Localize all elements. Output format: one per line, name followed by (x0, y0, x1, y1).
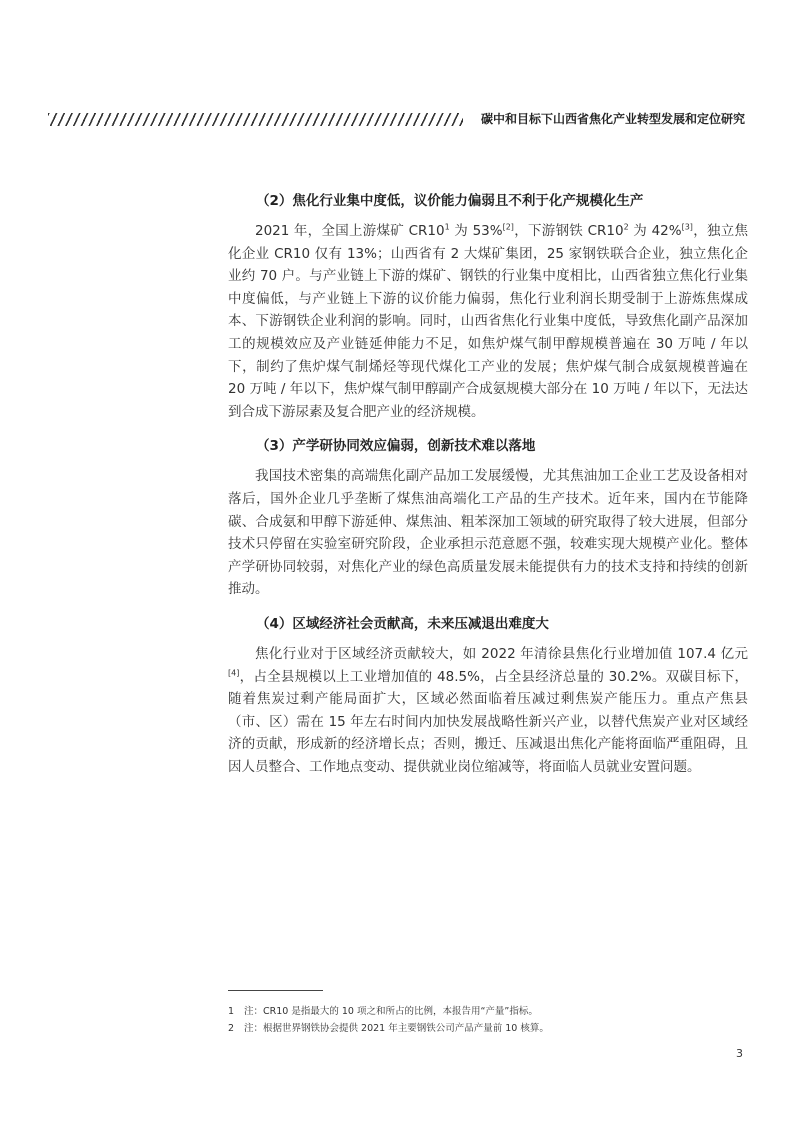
footnote-text: 注：根据世界钢铁协会提供 2021 年主要钢铁公司产品产量前 10 核算。 (244, 1023, 549, 1034)
footnote-divider (228, 990, 323, 991)
section-regional-economy (228, 613, 748, 779)
citation-ref[interactable]: [3] (681, 222, 693, 232)
section-heading: （3）产学研协同效应偏弱，创新技术难以落地 (256, 438, 536, 455)
footnote-ref[interactable]: 1 (444, 222, 450, 232)
section-industry-academia-research (228, 435, 748, 601)
citation-ref[interactable]: [2] (502, 222, 514, 232)
footnote-item (228, 1020, 748, 1037)
footnote-text: 注：CR10 是指最大的 10 项之和所占的比例，本报告用“产量”指标。 (244, 1006, 538, 1017)
section-paragraph: 焦化行业对于区域经济贡献较大，如 2022 年清徐县焦化行业增加值 107.4 亿元[4]，占全县规模以上工业增加值的 48.5%，占全县经济总量的 30.2%。双碳目标下，随着焦炭过剩产能局面扩大，区域必然面临着压减过剩焦炭产能压力。重点产焦县（市、区）需在 15 年左右时间内加快发展战略性新兴产业，以替代焦炭产业对区域经济的贡献，形成新的经济增长点；否则，搬迁、压减退出焦化产能将面临严重阻碍，且因人员整合、工作地点变动、提供就业岗位缩减等，将面临人员就业安置问题。 (228, 645, 748, 775)
main-content (228, 190, 748, 790)
section-industry-concentration (228, 190, 748, 423)
section-paragraph: 2021 年，全国上游煤矿 $CR10^1$ 为 53%[2]，下游钢铁 $CR10^2$ 为 42%[3]，独立焦化企业 CR10 仅有 13%；山西省有 2 大煤矿集团，25 家钢铁联合企业，独立焦化企业约 70 户。与产业链上下游的煤矿、钢铁的行业集中度相比，山西省独立焦化行业集中度偏低，与产业链上下游的议价能力偏弱，焦化行业利润长期受制于上游炼焦煤成本、下游钢铁企业利润的影响。同时，山西省焦化行业集中度低，导致焦化副产品深加工的规模效应及产业链延伸能力不足，如焦炉煤气制甲醇规模普遍在 30 万吨 / 年以下，制约了焦炉煤气制烯烃等现代煤化工产业的发展；焦炉煤气制合成氨规模普遍在 20 万吨 / 年以下，焦炉煤气制甲醇副产合成氨规模大部分在 10 万吨 / 年以下，无法达到合成下游尿素及复合肥产业的经济规模。 (228, 222, 748, 420)
section-heading: （2）焦化行业集中度低，议价能力偏弱且不利于化产规模化生产 (256, 193, 644, 209)
header-hatch-decoration (48, 113, 463, 126)
page-number: 3 (736, 1047, 743, 1060)
section-paragraph: 我国技术密集的高端焦化副产品加工发展缓慢，尤其焦油加工企业工艺及设备相对落后，国外企业几乎垄断了煤焦油高端化工产品的生产技术。近年来，国内在节能降碳、合成氨和甲醇下游延伸、煤焦油、粗苯深加工领域的研究取得了较大进展，但部分技术只停留在实验室研究阶段，企业承担示范意愿不强，较难实现大规模产业化。整体产学研协同较弱，对焦化产业的绿色高质量发展未能提供有力的技术支持和持续的创新推动。 (228, 468, 748, 598)
section-heading: （4）区域经济社会贡献高，未来压减退出难度大 (256, 615, 549, 632)
footnote-item (228, 1003, 748, 1020)
footnotes (228, 1003, 748, 1037)
footnote-ref[interactable]: 2 (623, 222, 629, 232)
citation-ref[interactable]: [4] (228, 668, 240, 677)
footnote-number: 1 (228, 1006, 235, 1017)
running-title: 碳中和目标下山西省焦化产业转型发展和定位研究 (480, 112, 745, 126)
footnote-number: 2 (228, 1023, 235, 1034)
